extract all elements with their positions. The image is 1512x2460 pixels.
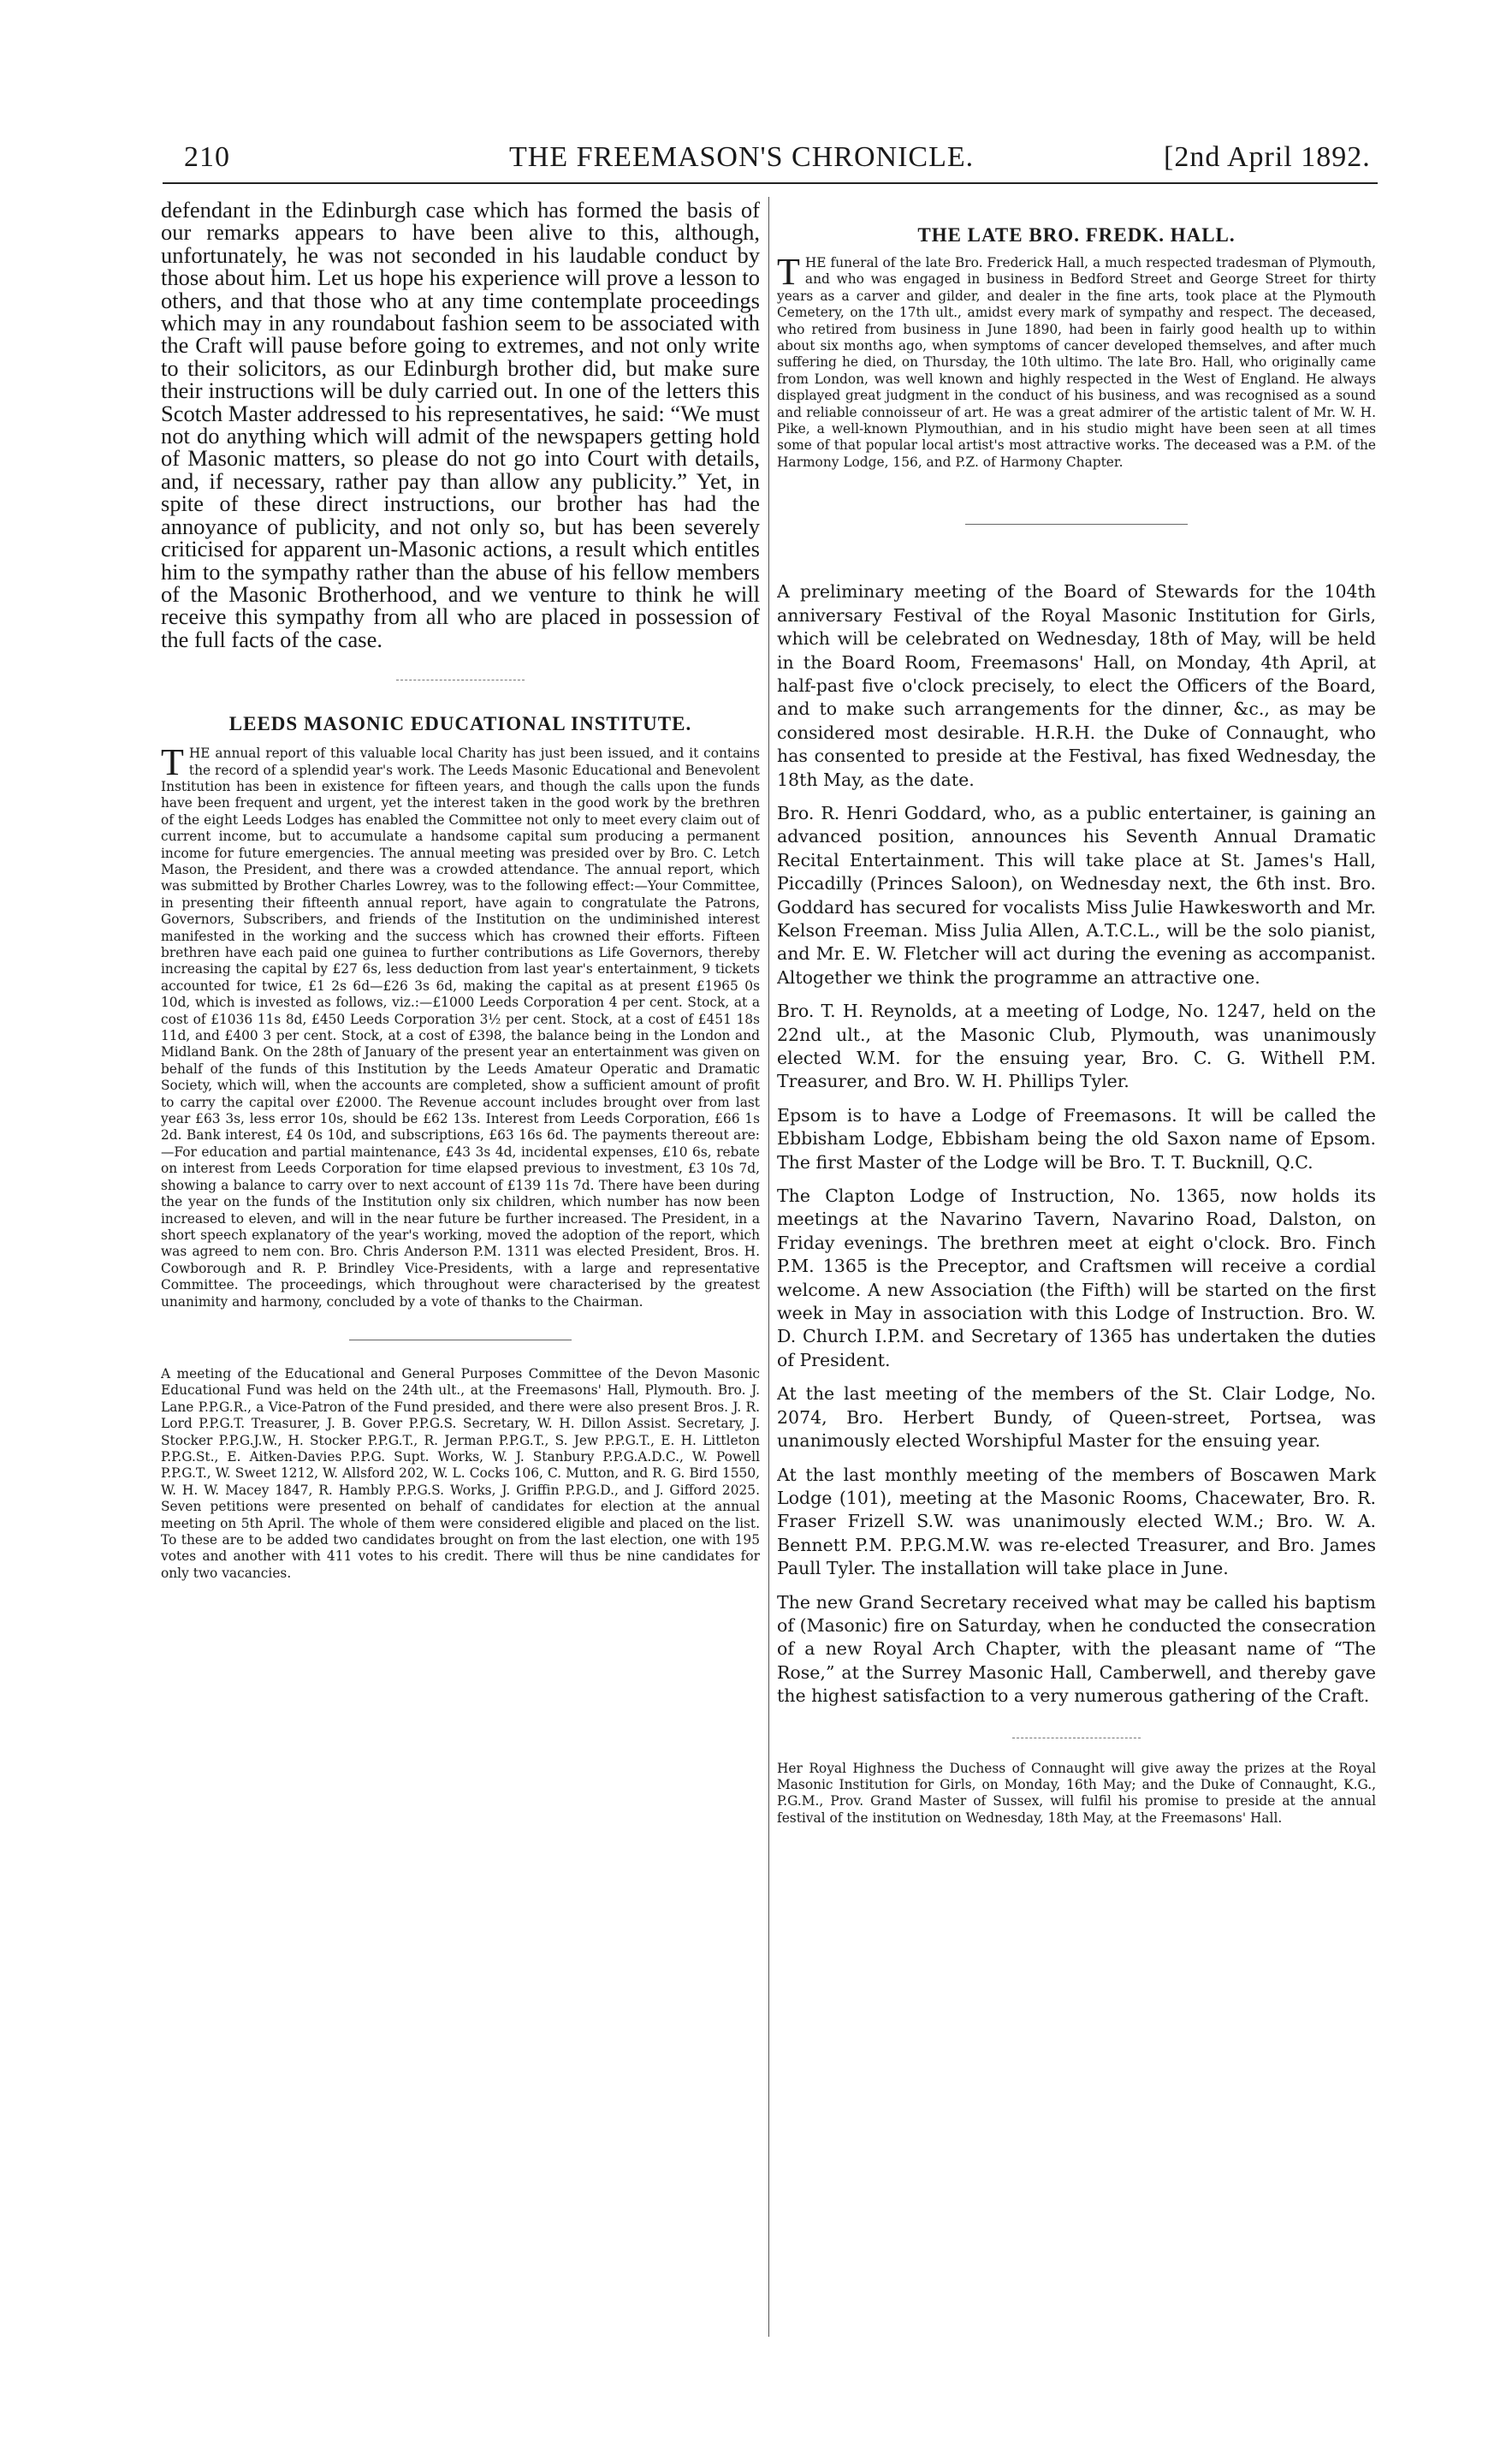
hall-body: HE funeral of the late Bro. Frederick Hall, a much respected tradesman of Plymouth, and who was engaged in business in Bedford Street and George Street for thirty years as a carver and gilder, and dealer in the fine arts, took place at the Plymouth Cemetery, on the 17th ult., amidst every mark of sympathy and respect. The deceased, who retired from business in June 1890, had been in fairly good health up to within about six months ago, when symptoms of cancer developed themselves, and after much suffering he died, on Thursday, the 10th ultimo. The late Bro. Hall, who originally came from London, was well known and highly respected in the West of England. He always displayed great judgment in the conduct of his business, and was recognised as a sound and reliable connoisseur of art. He was a great admirer of the artistic talent of Mr. W. H. Pike, a well-known Plymouthian, and in his studio might have been seen at all times some of that popular local artist's most attractive works. The deceased was a P.M. of the Harmony Lodge, 156, and P.Z. of Harmony Chapter. [777, 255, 1376, 470]
goddard-recital: Bro. R. Henri Goddard, who, as a public entertainer, is gaining an advanced position, announces his Seventh Annual Dramatic Recital Entertainment. This will take place at St. James's Hall, Piccadilly (Princes Saloon), on Wednesday next, the 6th inst. Bro. Goddard has secured for vocalists Miss Julie Hawkesworth and Mr. Kelson Freeman. Miss Julia Allen, A.T.C.L., will be the solo pianist, and Mr. E. W. Fletcher will act during the evening as accompanist. Altogether we think the programme an attractive one. [777, 802, 1376, 988]
header-rule [163, 182, 1378, 184]
devon-meeting: A meeting of the Educational and General Purposes Committee of the Devon Masonic Educational Fund was held on the 24th ult., at the Freemasons' Hall, Plymouth. Bro. J. Lane P.P.G.R., a Vice-Patron of the Fund presided, and there were also present Bros. J. R. Lord P.P.G.T. Treasurer, J. B. Gover P.P.G.S. Secretary, W. H. Dillon Assist. Secretary, J. Stocker P.P.G.J.W., H. Stocker P.P.G.T., R. Jerman P.P.G.T., S. Jew P.P.G.T., E. H. Littleton P.P.G.St., E. Aitken-Davies P.P.G. Supt. Works, W. J. Stanbury P.P.G.A.D.C., W. Powell P.P.G.T., W. Sweet 1212, W. Allsford 202, W. L. Cocks 106, C. Mutton, and R. G. Bird 1550, W. H. W. Macey 1847, R. Hambly P.P.G.S. Works, J. Griffin P.P.G.D., and J. Gifford 2025. Seven petitions were presented on behalf of candidates for election at the annual meeting on 5th April. The whole of them were considered eligible and placed on the list. To these are to be added two candidates brought on from the last election, one with 195 votes and another with 411 votes to his credit. There will thus be nine candidates for only two vacancies. [161, 1365, 760, 1581]
duchess-prizes: Her Royal Highness the Duchess of Connaught will give away the prizes at the Royal Masonic Institution for Girls, on Monday, 16th May; and the Duke of Connaught, K.G., P.G.M., Prov. Grand Master of Sussex, will fulfil his promise to preside at the annual festival of the institution on Wednesday, 18th May, at the Freemasons' Hall. [777, 1760, 1376, 1826]
grand-secretary: The new Grand Secretary received what may be called his baptism of (Masonic) fire on Saturday, when he conducted the consecration of a new Royal Arch Chapter, with the pleasant name of “The Rose,” at the Surrey Masonic Hall, Camberwell, and thereby gave the highest satisfaction to a very numerous gathering of the Craft. [777, 1591, 1376, 1707]
left-column [161, 199, 760, 2364]
issue-date: [2nd April 1892. [1164, 141, 1371, 173]
column-divider [768, 197, 769, 2337]
leeds-body: HE annual report of this valuable local Charity has just been issued, and it contains the record of a splendid year's work. The Leeds Masonic Educational and Benevolent Institution has been in existence for fifteen years, and though the calls upon the funds have been frequent and urgent, yet the interest taken in the good work by the brethren of the eight Leeds Lodges has enabled the Committee not only to meet every claim out of current income, but to accumulate a handsome capital sum producing a permanent income for future emergencies. The annual meeting was presided over by Bro. C. Letch Mason, the President, and there was a crowded attendance. The annual report, which was submitted by Brother Charles Lowrey, was to the following effect:—Your Committee, in presenting their fifteenth annual report, have again to congratulate the Patrons, Governors, Subscribers, and friends of the Institution on the undiminished interest manifested in the working and the success which has crowned their efforts. Fifteen brethren have each paid one guinea to further contributions as Life Governors, thereby increasing the capital by £27 6s, less deduction from last year's entertainment, 9 tickets accounted for twice, £1 2s 6d—£26 3s 6d, making the capital as at present £1965 0s 10d, which is invested as follows, viz.:—£1000 Leeds Corporation 4 per cent. Stock, at a cost of £1036 11s 8d, £450 Leeds Corporation 3½ per cent. Stock, at a cost of £451 18s 11d, and £400 3 per cent. Stock, at a cost of £398, the balance being in the London and Midland Bank. On the 28th of January of the present year an entertainment was given on behalf of the funds of this Institution by the Leeds Amateur Operatic and Dramatic Society, which will, when the accounts are completed, show a sufficient amount of profit to carry the capital over £2000. The Revenue account includes brought over from last year £63 3s, less error 10s, should be £62 13s. Interest from Leeds Corporation, £66 1s 2d. Bank interest, £4 0s 10d, and subscriptions, £63 16s 6d. The payments thereout are:—For education and partial maintenance, £43 3s 4d, incidental expenses, £10 6s, rebate on interest from Leeds Corporation for time elapsed previous to investment, £3 10s 7d, showing a balance to carry over to next account of £139 11s 7d. There have been during the year on the funds of the Institution only six children, which number has now been increased to eleven, and will in the near future be further increased. The President, in a short speech explanatory of the year's working, moved the adoption of the report, which was agreed to nem con. Bro. Chris Anderson P.M. 1311 was elected President, Bros. H. Cowborough and R. P. Brindley Vice-Presidents, with a large and representative Committee. The proceedings, which throughout were characterised by the greatest unanimity and harmony, concluded by a vote of thanks to the Chairman. [161, 746, 760, 1310]
epsom-lodge: Epsom is to have a Lodge of Freemasons. It will be called the Ebbisham Lodge, Ebbisham being the old Saxon name of Epsom. The first Master of the Lodge will be Bro. T. T. Bucknill, Q.C. [777, 1104, 1376, 1173]
editorial-continuation: defendant in the Edinburgh case which has formed the basis of our remarks appears to have been alive to this, although, unfortunately, he was not seconded in his laudable conduct by those about him. Let us hope his experience will prove a lesson to others, and that those who at any time contemplate proceedings which may in any roundabout fashion seem to be associated with the Craft will pause before going to extremes, and not only write to their solicitors, as our Edinburgh brother did, but make sure their instructions will be duly carried out. In one of the letters this Scotch Master addressed to his representatives, he said: “We must not do anything which will admit of the newspapers getting hold of Masonic matters, so please do not go into Court with details, and, if necessary, rather pay than allow any publicity.” Yet, in spite of these direct instructions, our brother has had the annoyance of publicity, and not only so, but has been severely criticised for apparent un-Masonic actions, a result which entitles him to the sympathy rather than the abuse of his fellow members of the Masonic Brotherhood, and we venture to think he will receive this sympathy from all who are placed in possession of the full facts of the case. [161, 199, 760, 652]
hall-heading: THE LATE BRO. FREDK. HALL. [917, 224, 1236, 246]
stewards-meeting: A preliminary meeting of the Board of Stewards for the 104th anniversary Festival of the Royal Masonic Institution for Girls, which will be celebrated on Wednesday, 18th of May, will be held in the Board Room, Freemasons' Hall, on Monday, 4th April, at half-past five o'clock precisely, to elect the Officers of the Board, and to make such arrangements for the dinner, &c., as may be considered most desirable. H.R.H. the Duke of Connaught, who has consented to preside at the Festival, has fixed Wednesday, the 18th May, as the date. [777, 581, 1376, 790]
boscawen-lodge: At the last monthly meeting of the members of Boscawen Mark Lodge (101), meeting at the Masonic Rooms, Chacewater, Bro. R. Fraser Frizell S.W. was unanimously elected W.M.; Bro. W. A. Bennett P.M. P.P.G.M.W. was re-elected Treasurer, and Bro. James Paull Tyler. The installation will take place in June. [777, 1464, 1376, 1579]
leeds-dropcap: T [161, 741, 184, 784]
page-number: 210 [184, 141, 230, 173]
leeds-heading: LEEDS MASONIC EDUCATIONAL INSTITUTE. [228, 713, 692, 735]
st-clair-lodge: At the last meeting of the members of the St. Clair Lodge, No. 2074, Bro. Herbert Bundy, of Queen-street, Portsea, was unanimously elected Worshipful Master for the ensuing year. [777, 1383, 1376, 1452]
hall-dropcap: T [777, 251, 800, 293]
leeds-report [161, 741, 760, 1310]
clapton-lodge: The Clapton Lodge of Instruction, No. 1365, now holds its meetings at the Navarino Tavern, Navarino Road, Dalston, on Friday evenings. The brethren meet at eight o'clock. Bro. Finch P.M. 1365 is the Preceptor, and Craftsmen will receive a cordial welcome. A new Association (the Fifth) will be started on the first week in May in association with this Lodge of Instruction. Bro. W. D. Church I.P.M. and Secretary of 1365 has undertaken the duties of President. [777, 1185, 1376, 1370]
right-column [777, 199, 1376, 2364]
hall-obituary [777, 251, 1376, 471]
reynolds-election: Bro. T. H. Reynolds, at a meeting of Lodge, No. 1247, held on the 22nd ult., at the Masonic Club, Plymouth, was unanimously elected W.M. for the ensuing year, Bro. C. G. Withell P.M. Treasurer, and Bro. W. H. Phillips Tyler. [777, 1001, 1376, 1092]
publication-title: THE FREEMASON'S CHRONICLE. [509, 141, 975, 173]
page-header [163, 141, 1378, 175]
